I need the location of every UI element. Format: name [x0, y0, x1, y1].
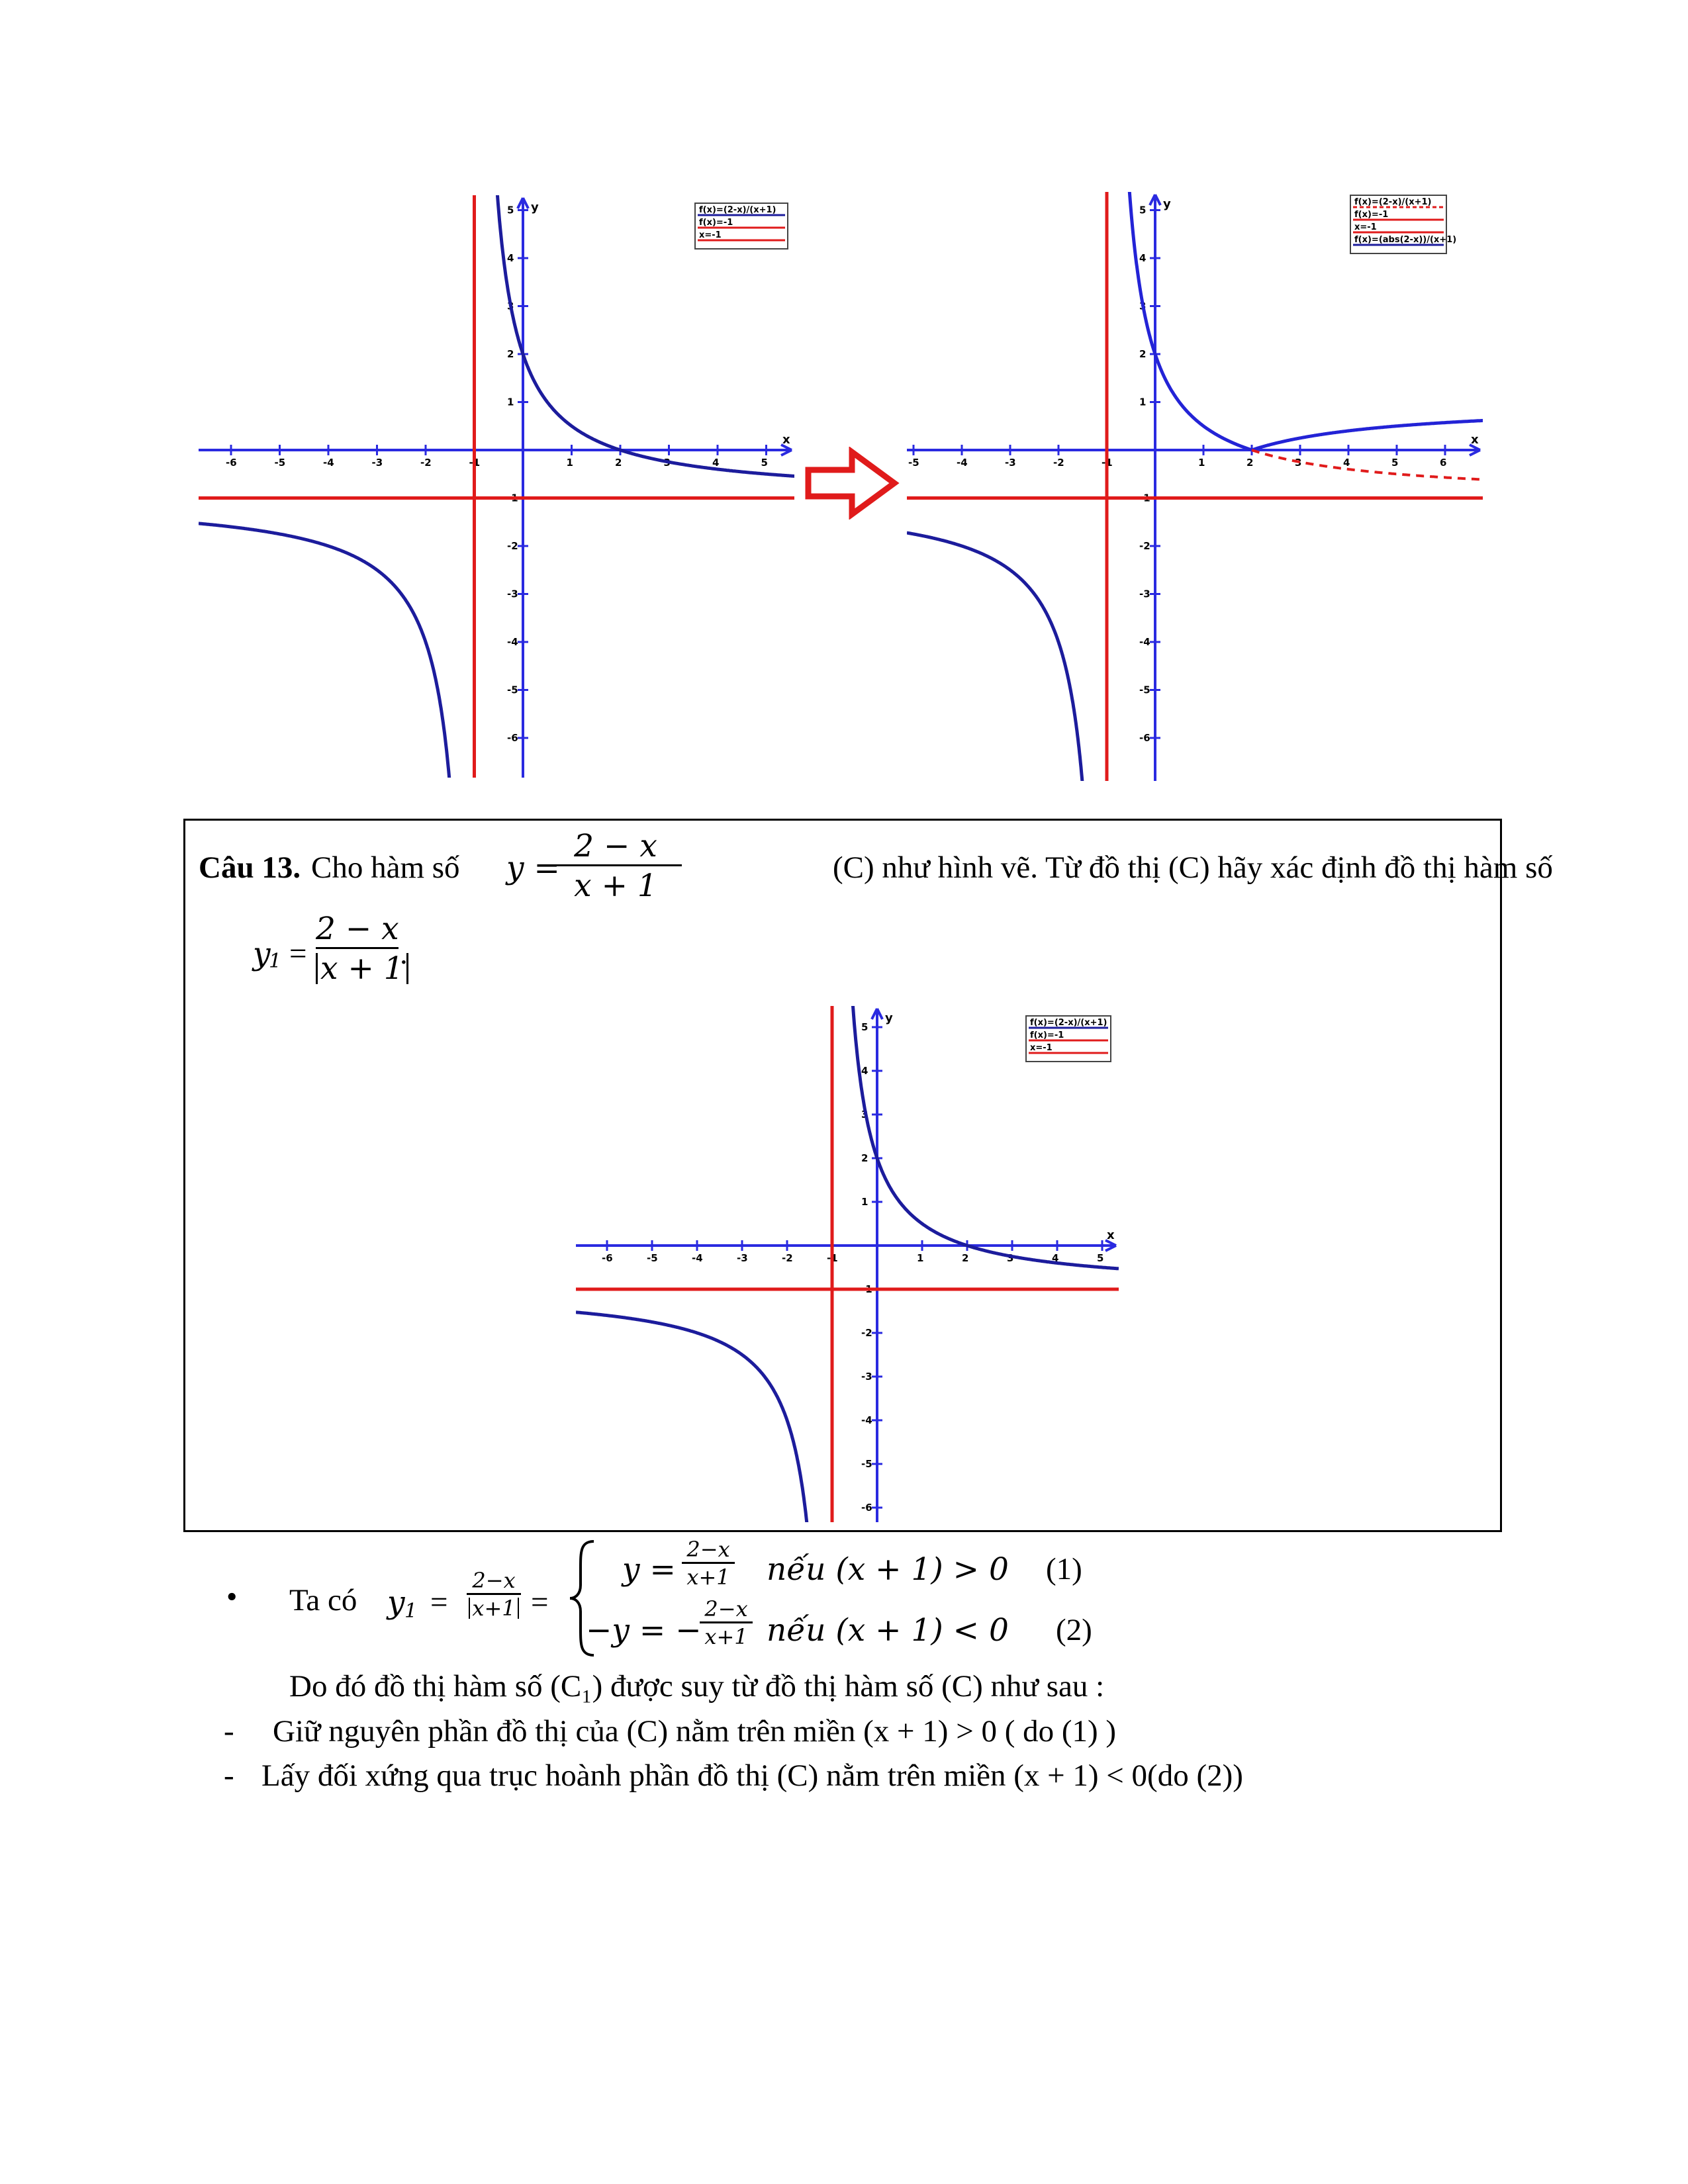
y-tick-label: -6: [861, 1502, 872, 1514]
x-tick-label: 5: [1391, 457, 1399, 469]
y-tick-label: 3: [507, 300, 514, 312]
case1-den: x+1: [686, 1565, 730, 1590]
legend-label: f(x)=-1: [699, 218, 733, 228]
x-tick-label: -6: [602, 1252, 613, 1264]
x-tick-label: -4: [692, 1252, 703, 1264]
x-tick-label: 3: [1295, 457, 1302, 469]
question-intro: Cho hàm số: [311, 850, 460, 885]
y-tick-label: -6: [507, 732, 518, 744]
sol-eq2: =: [531, 1585, 549, 1619]
y-axis-name: y: [1163, 197, 1171, 211]
y-tick-label: 5: [861, 1021, 868, 1033]
y-tick-label: -3: [861, 1371, 872, 1383]
legend-label: f(x)=(abs(2-x))/(x+1): [1354, 235, 1457, 245]
x-axis-name: x: [1107, 1228, 1115, 1242]
y-tick-label: 5: [1139, 204, 1147, 216]
y-tick-label: 2: [1139, 348, 1147, 360]
x-tick-label: -1: [469, 457, 481, 469]
y-tick-label: -4: [507, 636, 518, 648]
y-tick-label: -4: [1139, 636, 1150, 648]
x-tick-label: 4: [1343, 457, 1350, 469]
sol-y1-sub: 1: [404, 1600, 418, 1623]
legend-label: f(x)=(2-x)/(x+1): [699, 205, 776, 215]
x-tick-label: 1: [566, 457, 573, 469]
case2-cond: nếu (x + 1) < 0: [767, 1612, 1009, 1649]
question-mid-text: (C) như hình vẽ. Từ đồ thị (C) hãy xác định đồ thị hàm số: [833, 850, 1553, 885]
question-label: Câu 13.: [199, 850, 301, 885]
y-axis-name: y: [531, 201, 539, 214]
y-tick-label: -5: [861, 1458, 872, 1470]
case2-den: x+1: [704, 1624, 748, 1649]
x-axis-name: x: [782, 433, 790, 447]
y-numerator: 2 − x: [549, 831, 682, 866]
y-tick-label: -1: [861, 1283, 872, 1295]
y1-end: .: [400, 936, 408, 971]
y-tick-label: 1: [1139, 396, 1147, 408]
graph-transformed: [907, 192, 1483, 781]
item2-dash: -: [224, 1758, 234, 1793]
x-tick-label: -5: [274, 457, 286, 469]
y-tick-label: -3: [1139, 588, 1150, 600]
y-axis-name: y: [885, 1011, 893, 1025]
y1-denominator: x + 1: [316, 953, 408, 984]
x-tick-label: -2: [1053, 457, 1064, 469]
x-tick-label: -3: [1005, 457, 1016, 469]
y-tick-label: 4: [507, 252, 514, 264]
y-tick-label: -3: [507, 588, 518, 600]
graph-original: [199, 195, 794, 778]
y-lhs: y =: [506, 850, 560, 886]
case1-num: 2−x: [682, 1539, 735, 1564]
y-tick-label: -4: [861, 1414, 872, 1426]
curve-reflected-branch: [1252, 421, 1483, 451]
y-tick-label: 3: [1139, 300, 1147, 312]
x-axis-name: x: [1471, 433, 1479, 447]
x-tick-label: -5: [647, 1252, 658, 1264]
sol-y1: y: [387, 1584, 405, 1621]
legend-label: f(x)=-1: [1354, 210, 1389, 220]
x-tick-label: 6: [1440, 457, 1447, 469]
sol-frac-den: x+1: [469, 1598, 518, 1619]
y-tick-label: 1: [507, 396, 514, 408]
y1-eq: =: [289, 936, 307, 971]
legend-label: x=-1: [1030, 1043, 1053, 1053]
item2-text: Lấy đối xứng qua trục hoành phần đồ thị (C) nằm trên miền (x + 1) < 0(do (2)): [261, 1758, 1243, 1793]
x-tick-label: 3: [1007, 1252, 1014, 1264]
y-tick-label: -2: [861, 1327, 872, 1339]
y-tick-label: -6: [1139, 732, 1150, 744]
sol-eq: =: [430, 1585, 448, 1619]
legend-label: f(x)=(2-x)/(x+1): [1354, 197, 1432, 207]
legend-label: x=-1: [699, 230, 722, 240]
y1-numerator: 2 − x: [316, 913, 399, 949]
item1-text: Giữ nguyên phần đồ thị của (C) nằm trên miền (x + 1) > 0 ( do (1) ): [273, 1714, 1117, 1749]
case2-lhs: −y = −: [586, 1612, 702, 1649]
y-tick-label: -5: [1139, 684, 1150, 696]
legend-label: x=-1: [1354, 222, 1377, 232]
x-tick-label: 4: [1052, 1252, 1059, 1264]
curve-left-branch: [199, 523, 451, 778]
y1-sub: 1: [269, 950, 282, 973]
y-tick-label: 2: [507, 348, 514, 360]
case1-lhs: y =: [622, 1551, 676, 1588]
x-tick-label: -1: [1102, 457, 1113, 469]
case1-tag: (1): [1046, 1552, 1082, 1586]
x-tick-label: 2: [1246, 457, 1254, 469]
x-tick-label: 1: [1198, 457, 1205, 469]
x-tick-label: -5: [908, 457, 919, 469]
x-tick-label: -3: [737, 1252, 748, 1264]
x-tick-label: -6: [226, 457, 237, 469]
graph-question: [576, 1006, 1119, 1522]
y-tick-label: 4: [861, 1065, 868, 1077]
y-tick-label: -2: [1139, 540, 1150, 552]
case2-tag: (2): [1056, 1613, 1092, 1647]
y1-lhs: y: [253, 936, 271, 972]
x-tick-label: 2: [615, 457, 622, 469]
curve-original-dashed: [1252, 450, 1483, 480]
x-tick-label: 4: [712, 457, 720, 469]
case1-cond: nếu (x + 1) > 0: [767, 1551, 1009, 1588]
sol-frac-num: 2−x: [467, 1570, 521, 1595]
y-tick-label: -5: [507, 684, 518, 696]
bullet: •: [226, 1580, 238, 1614]
case2-num: 2−x: [700, 1598, 753, 1623]
x-tick-label: 5: [1097, 1252, 1104, 1264]
y-tick-label: 1: [861, 1196, 868, 1208]
x-tick-label: 2: [962, 1252, 969, 1264]
legend-label: f(x)=-1: [1030, 1030, 1064, 1040]
y-tick-label: -1: [507, 492, 518, 504]
y-denominator: x + 1: [574, 868, 657, 904]
y-tick-label: 5: [507, 204, 514, 216]
right-arrow-icon: [804, 447, 900, 520]
x-tick-label: 5: [761, 457, 768, 469]
x-tick-label: -2: [420, 457, 432, 469]
ta-co: Ta có: [289, 1583, 357, 1617]
legend-label: f(x)=(2-x)/(x+1): [1030, 1018, 1107, 1028]
x-tick-label: -4: [323, 457, 334, 469]
item1-dash: -: [224, 1714, 234, 1749]
y-tick-label: 4: [1139, 252, 1147, 264]
y-tick-label: 2: [861, 1152, 868, 1164]
x-tick-label: -2: [782, 1252, 793, 1264]
y-tick-label: -1: [1139, 492, 1150, 504]
sol-line1: Do đó đồ thị hàm số (C₁) được suy từ đồ thị hàm số (C) như sau :: [289, 1669, 1105, 1704]
x-tick-label: 3: [663, 457, 671, 469]
x-tick-label: -4: [957, 457, 968, 469]
y-tick-label: 3: [861, 1109, 868, 1120]
curve-left-branch: [907, 533, 1084, 781]
curve-left-branch: [576, 1312, 810, 1522]
x-tick-label: 1: [917, 1252, 924, 1264]
x-tick-label: -3: [371, 457, 383, 469]
y-tick-label: -2: [507, 540, 518, 552]
x-tick-label: -1: [827, 1252, 838, 1264]
curve-right-branch: [1127, 192, 1252, 450]
